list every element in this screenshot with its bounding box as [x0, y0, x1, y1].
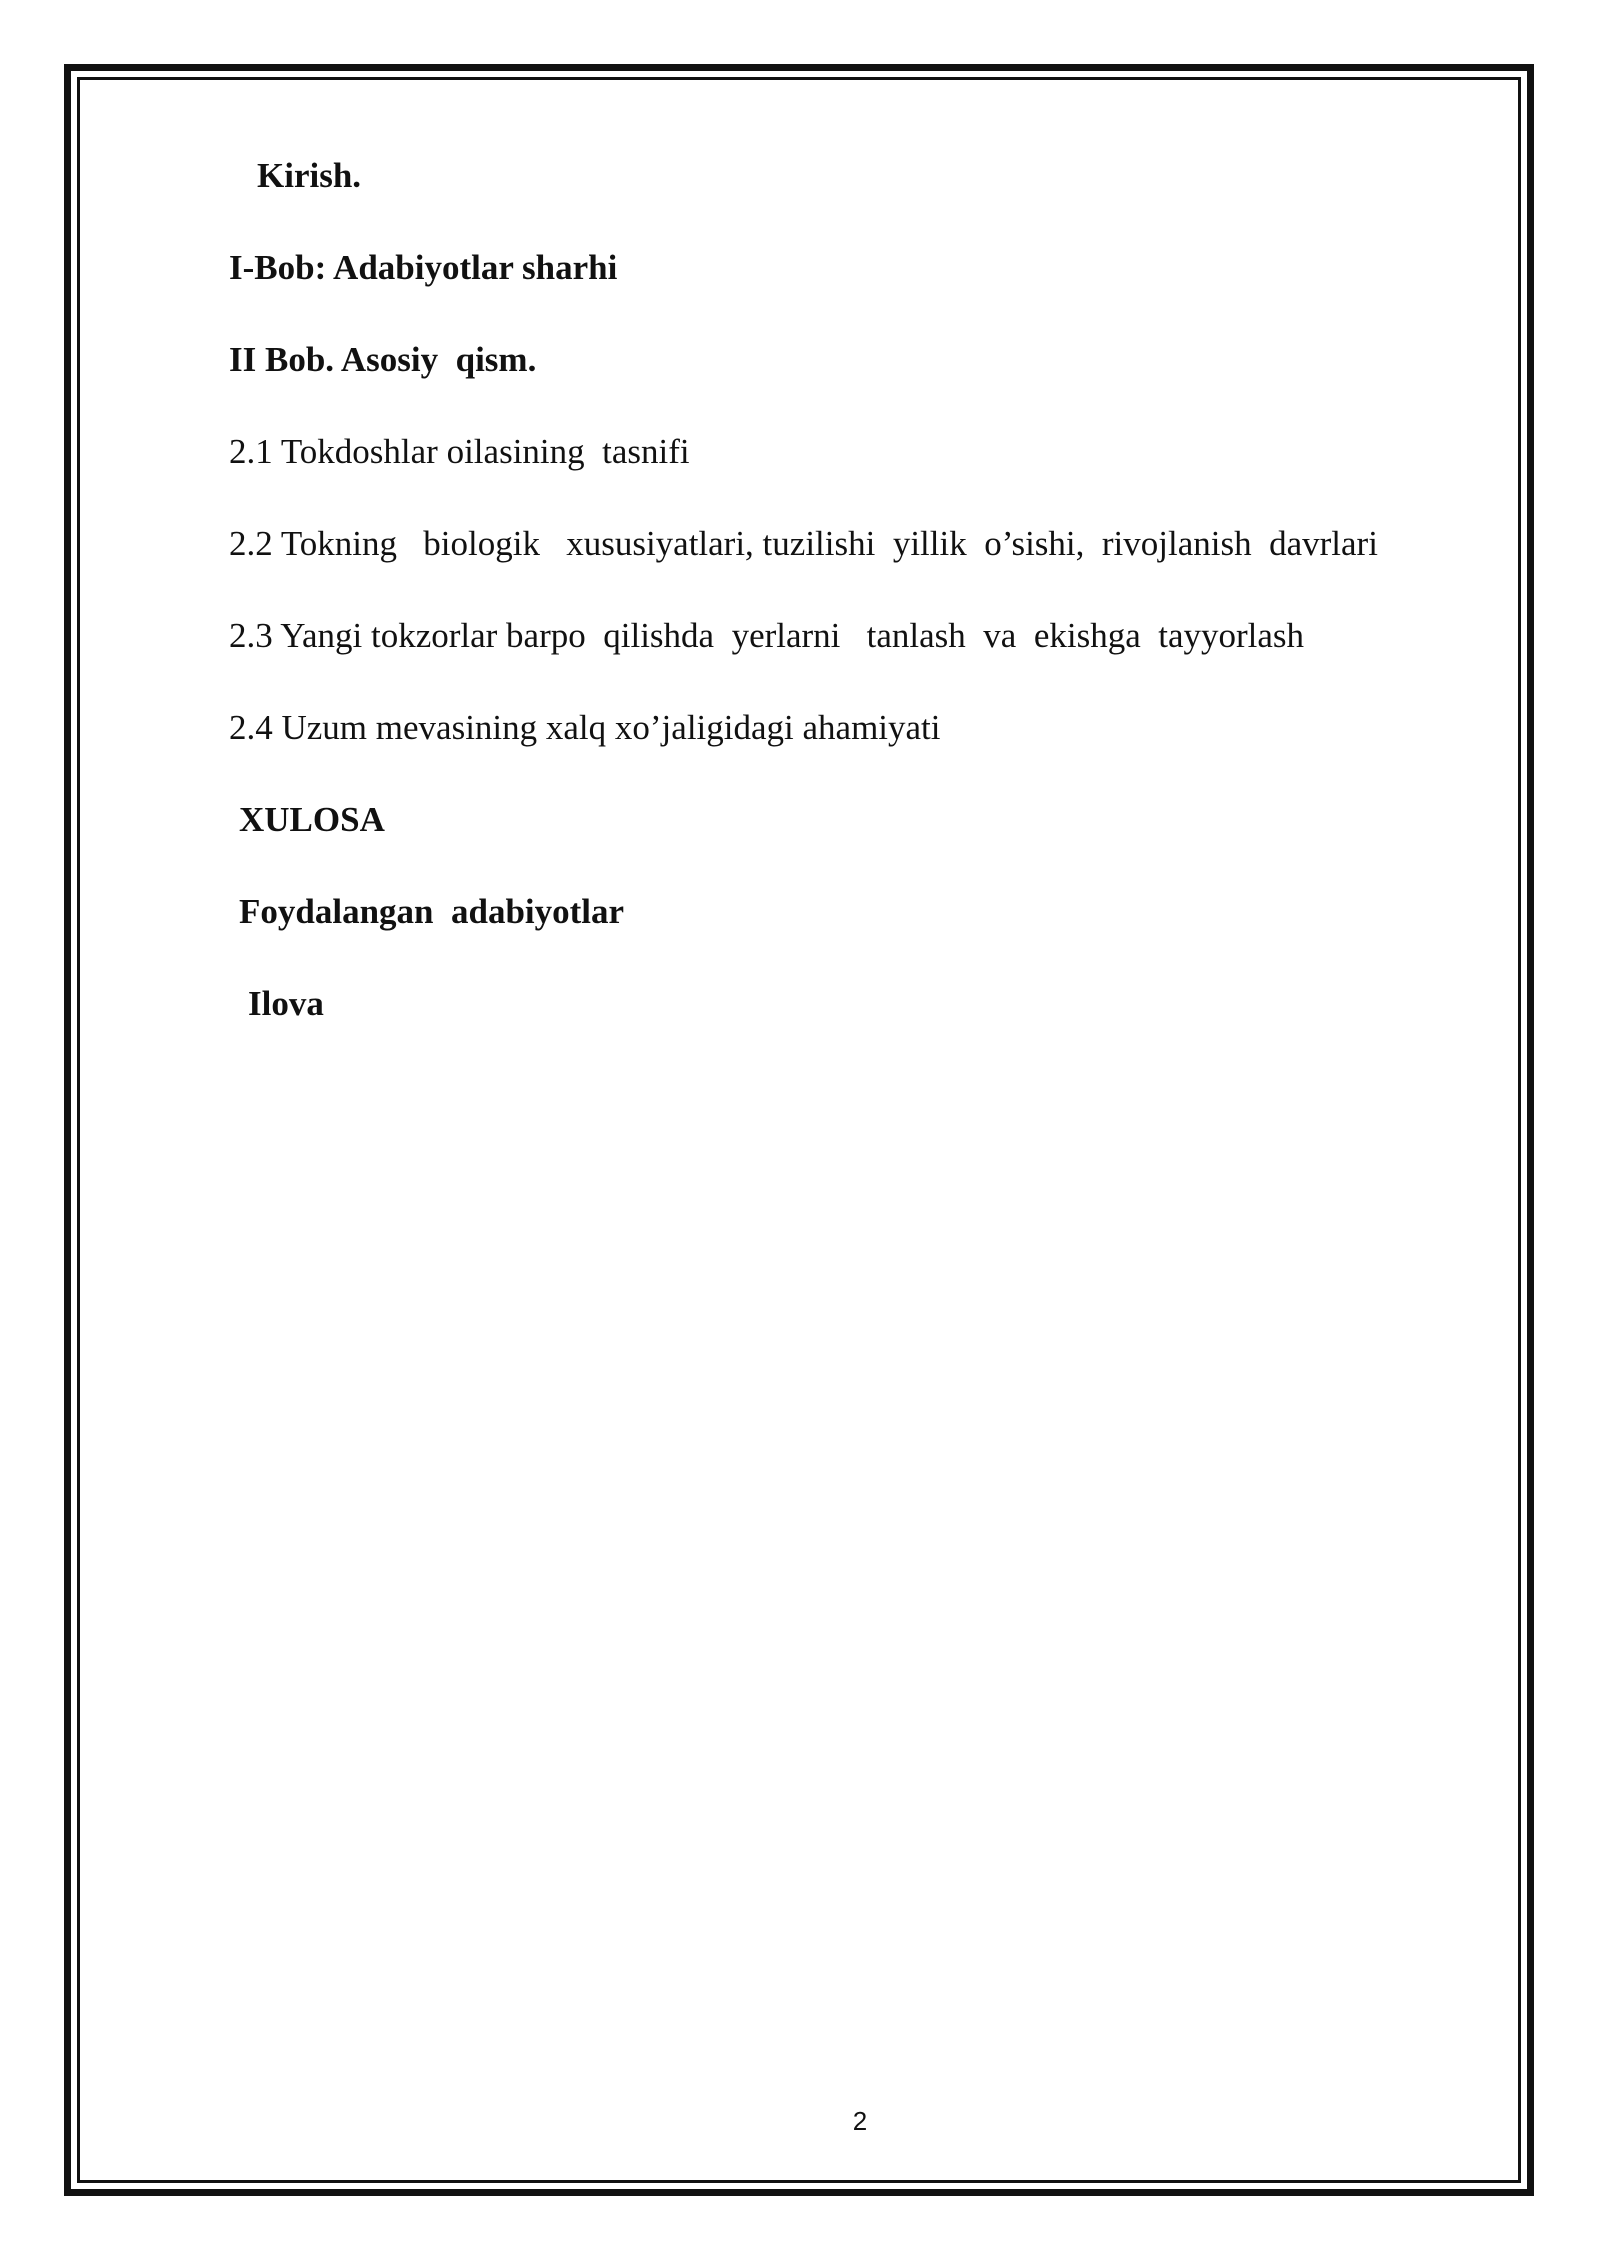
toc-entry-xulosa: XULOSA — [239, 800, 385, 839]
page-border-inner — [77, 77, 1521, 2183]
toc-entry-section-2-1: 2.1 Tokdoshlar oilasining tasnifi — [229, 432, 690, 471]
toc-entry-kirish: Kirish. — [257, 156, 362, 195]
toc-entry-section-2-4: 2.4 Uzum mevasining xalq xo’jaligidagi ahamiyati — [229, 708, 941, 747]
page-number: 2 — [852, 2106, 868, 2136]
toc-entry-ilova: Ilova — [248, 984, 324, 1023]
toc-entry-chapter-2: II Bob. Asosiy qism. — [229, 340, 537, 379]
toc-entry-section-2-2: 2.2 Tokning biologik xususiyatlari, tuzilishi yillik o’sishi, rivojlanish davrlari — [229, 524, 1378, 563]
toc-entry-references: Foydalangan adabiyotlar — [239, 892, 625, 931]
toc-entry-chapter-1: I-Bob: Adabiyotlar sharhi — [229, 248, 618, 287]
toc-entry-section-2-3: 2.3 Yangi tokzorlar barpo qilishda yerlarni tanlash va ekishga tayyorlash — [229, 616, 1305, 655]
